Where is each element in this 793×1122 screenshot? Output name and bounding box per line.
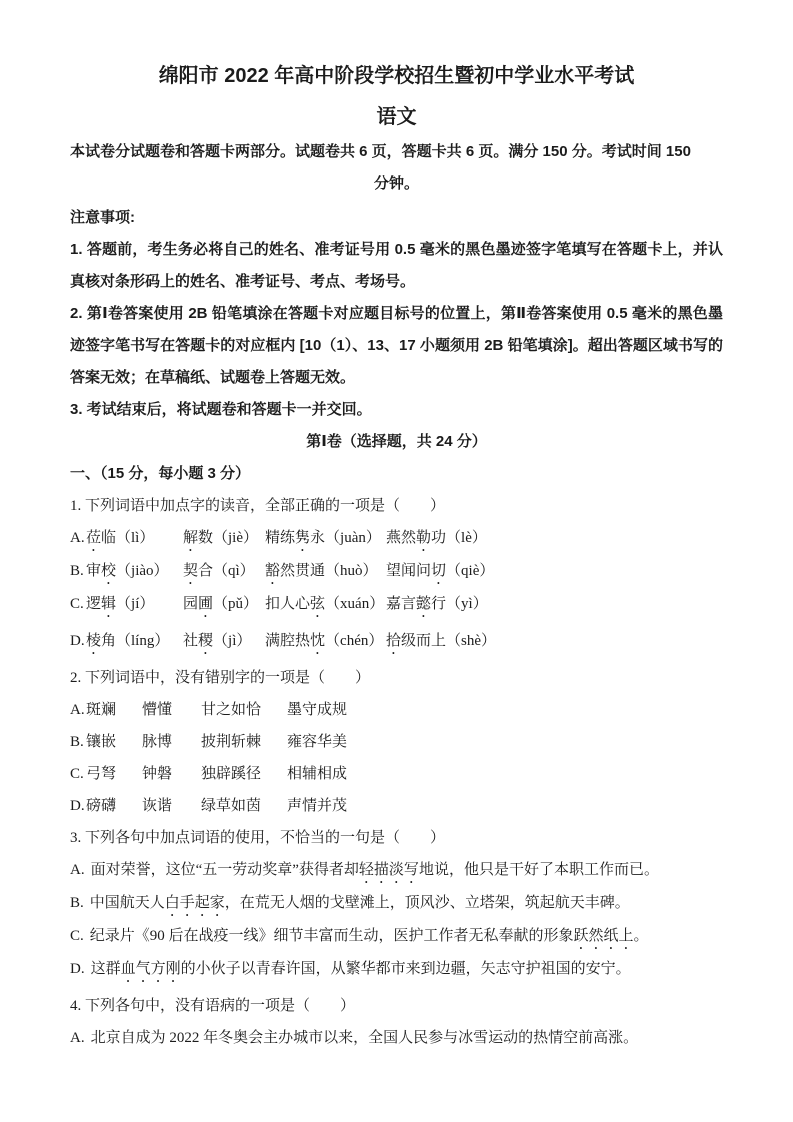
question-3-option-d: [70, 953, 723, 986]
option-item: 钟磐: [142, 766, 173, 782]
option-label: D.: [70, 961, 85, 977]
question-1-option-b: [70, 555, 723, 588]
option-item: 弓弩: [86, 766, 117, 782]
question-1-option-c: [70, 588, 723, 621]
question-2-option-a: [70, 694, 723, 726]
option-label: C.: [70, 766, 84, 782]
option-item: 脉博: [142, 734, 173, 750]
exam-subject: 语文: [376, 106, 417, 128]
option-item: 望闻问切（qiè）: [386, 563, 495, 579]
option-item: 声情并茂: [287, 798, 348, 814]
question-2-option-b: [70, 726, 723, 758]
option-label: A.: [70, 530, 85, 546]
option-item: 精练隽永（juàn）: [265, 530, 381, 546]
option-item: 甘之如恰: [201, 702, 262, 718]
option-text: 纪录片《90 后在战疫一线》细节丰富而生动，医护工作者无私奉献的形象跃然纸上。: [89, 928, 649, 944]
question-1-stem: 1. 下列词语中加点字的读音，全部正确的一项是（ ）: [70, 498, 446, 514]
option-label: D.: [70, 798, 85, 814]
notice-item-3: 3. 考试结束后，将试题卷和答题卡一并交回。: [70, 401, 372, 418]
option-label: A.: [70, 702, 85, 718]
option-item: 逻辑（jí）: [86, 596, 155, 612]
option-item: 斑斓: [86, 702, 117, 718]
option-label: D.: [70, 633, 85, 649]
question-2-stem: 2. 下列词语中，没有错别字的一项是（ ）: [70, 670, 371, 686]
question-2-option-c: [70, 758, 723, 790]
option-item: 披荆斩棘: [201, 734, 262, 750]
option-label: B.: [70, 563, 84, 579]
option-item: 扣人心弦（xuán）: [265, 596, 385, 612]
option-text: 中国航天人白手起家，在荒无人烟的戈壁滩上，顶风沙、立塔架，筑起航天丰碑。: [89, 895, 630, 911]
notice-item-2: 2. 第Ⅰ卷答案使用 2B 铅笔填涂在答题卡对应题目标号的位置上，第Ⅱ卷答案使用 0.5 毫米的黑色墨迹签字笔书写在答题卡的对应框内 [10（1）、13、17 小题须用 2B 铅笔填涂]。超出答题区域书写的答案无效；在草稿纸、试题卷上答题无效。: [70, 305, 723, 386]
question-4-option-a: [70, 1022, 723, 1054]
part-title: 一、（15 分，每小题 3 分）: [70, 465, 251, 482]
option-item: 雍容华美: [287, 734, 348, 750]
option-text: 面对荣誉，这位“五一劳动奖章”获得者却轻描淡写地说，他只是干好了本职工作而已。: [90, 862, 659, 878]
notice-header: 注意事项:: [70, 209, 135, 226]
option-label: A.: [70, 862, 85, 878]
question-2-option-d: [70, 790, 723, 822]
intro-line-2: 分钟。: [373, 175, 419, 192]
option-item: 磅礴: [86, 798, 117, 814]
notice-block: [70, 202, 723, 426]
option-item: 解数（jiè）: [183, 530, 259, 546]
option-label: B.: [70, 895, 84, 911]
option-item: 燕然勒功（lè）: [386, 530, 487, 546]
notice-item-1: 1. 答题前，考生务必将自己的姓名、准考证号用 0.5 毫米的黑色墨迹签字笔填写在答题卡上，并认真核对条形码上的姓名、准考证号、考点、考场号。: [70, 241, 723, 290]
option-item: 相辅相成: [287, 766, 348, 782]
option-item: 绿草如茵: [201, 798, 262, 814]
option-item: 满腔热忱（chén）: [265, 633, 384, 649]
option-label: B.: [70, 734, 84, 750]
question-1-option-a: [70, 522, 723, 555]
option-item: 独辟蹊径: [201, 766, 262, 782]
option-item: 审校（jiào）: [86, 563, 169, 579]
question-3-stem: 3. 下列各句中加点词语的使用，不恰当的一句是（ ）: [70, 830, 446, 846]
exam-title: 绵阳市 2022 年高中阶段学校招生暨初中学业水平考试: [158, 65, 635, 87]
intro-line-1: 本试卷分试题卷和答题卡两部分。试题卷共 6 页，答题卡共 6 页。满分 150 分。考试时间 150: [70, 143, 691, 160]
option-label: C.: [70, 596, 84, 612]
question-4-stem: 4. 下列各句中，没有语病的一项是（ ）: [70, 998, 356, 1014]
option-item: 园圃（pǔ）: [183, 596, 259, 612]
option-item: 墨守成规: [287, 702, 348, 718]
option-item: 棱角（líng）: [86, 633, 170, 649]
question-1-option-d: [70, 625, 723, 658]
section-title: 第Ⅰ卷（选择题，共 24 分）: [306, 433, 487, 450]
question-3-option-a: [70, 854, 723, 887]
option-text: 北京自成为 2022 年冬奥会主办城市以来，全国人民参与冰雪运动的热情空前高涨。: [90, 1030, 639, 1046]
option-item: 诙谐: [142, 798, 173, 814]
option-item: 镶嵌: [86, 734, 117, 750]
option-item: 懵懂: [142, 702, 173, 718]
option-label: C.: [70, 928, 84, 944]
option-text: 这群血气方刚的小伙子以青春许国，从繁华都市来到边疆，矢志守护祖国的安宁。: [90, 961, 631, 977]
option-item: 嘉言懿行（yì）: [386, 596, 488, 612]
option-item: 莅临（lì）: [86, 530, 155, 546]
question-3-option-c: [70, 920, 723, 953]
question-3-option-b: [70, 887, 723, 920]
option-item: 契合（qì）: [183, 563, 255, 579]
option-item: 社稷（jì）: [183, 633, 252, 649]
option-label: A.: [70, 1030, 85, 1046]
option-item: 拾级而上（shè）: [386, 633, 497, 649]
option-item: 豁然贯通（huò）: [265, 563, 378, 579]
